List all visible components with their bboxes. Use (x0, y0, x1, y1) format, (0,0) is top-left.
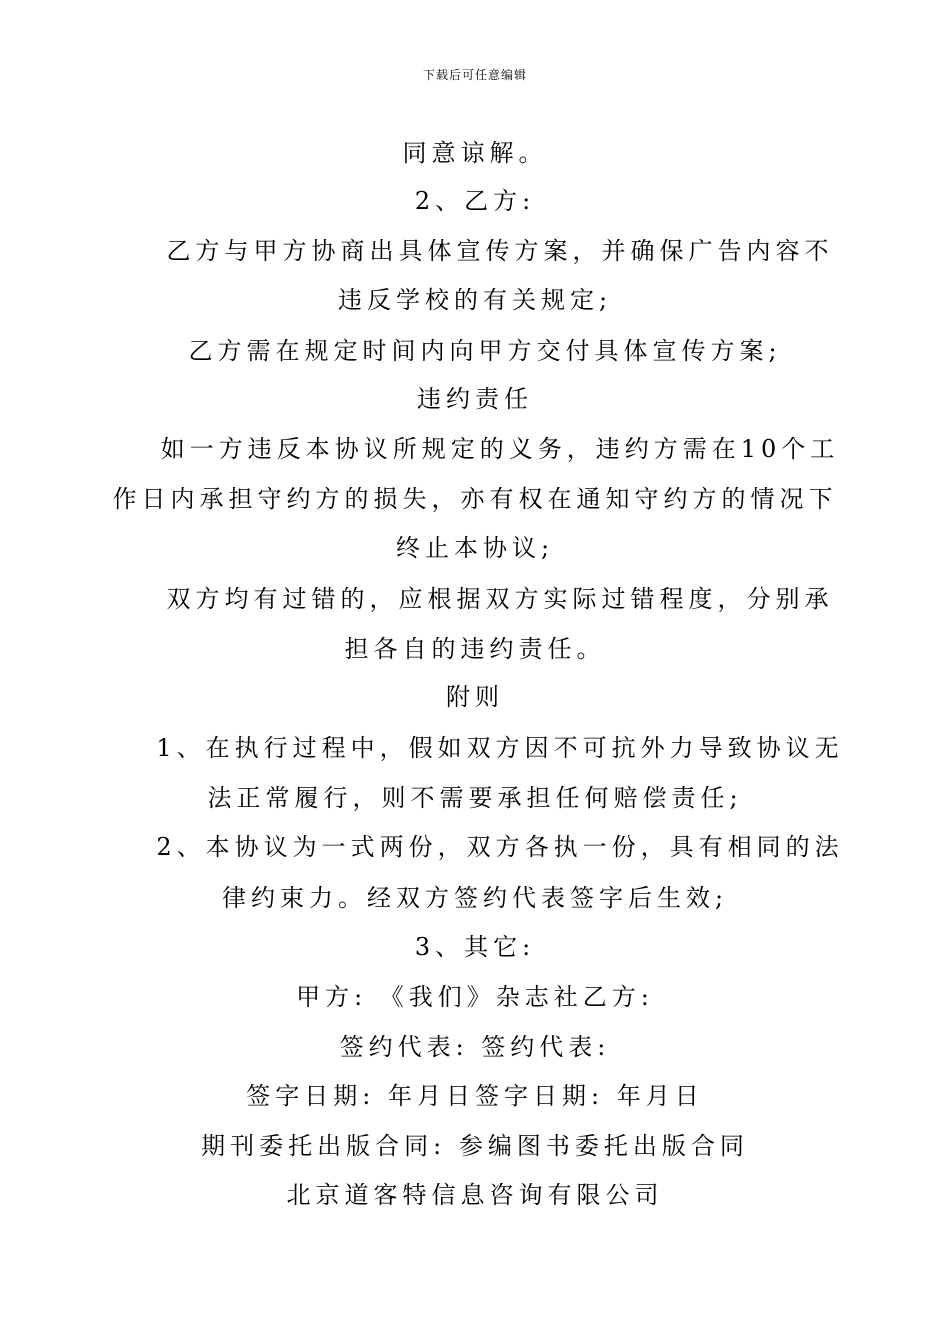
doc-line-11: 担各自的违约责任。 (344, 635, 606, 663)
doc-line-5: 乙方需在规定时间内向甲方交付具体宣传方案; (188, 337, 782, 365)
doc-line-13: 1、在执行过程中，假如双方因不可抗外力导致协议无 (156, 734, 844, 762)
doc-line-7: 如一方违反本协议所规定的义务，违约方需在10个工 (160, 435, 840, 463)
doc-line-4: 违反学校的有关规定; (337, 286, 613, 314)
doc-line-22: 北京道客特信息咨询有限公司 (286, 1181, 664, 1209)
doc-line-19: 签约代表: 签约代表: (339, 1033, 611, 1061)
doc-line-12: 附则 (446, 683, 504, 711)
doc-line-17: 3、其它: (414, 933, 536, 961)
doc-line-15: 2、本协议为一式两份，双方各执一份，具有相同的法 (156, 833, 844, 861)
page-header: 下载后可任意编辑 (422, 68, 527, 82)
doc-line-14: 法正常履行，则不需要承担任何赔偿责任; (207, 784, 743, 812)
doc-line-6: 违约责任 (417, 385, 533, 413)
doc-line-10: 双方均有过错的，应根据双方实际过错程度，分别承 (166, 585, 834, 613)
doc-line-8: 作日内承担守约方的损失，亦有权在通知守约方的情况下 (112, 485, 838, 513)
doc-line-9: 终止本协议; (395, 534, 555, 562)
doc-line-3: 乙方与甲方协商出具体宣传方案，并确保广告内容不 (166, 237, 834, 265)
doc-line-2: 2、乙方: (414, 187, 536, 215)
doc-line-18: 甲方: 《我们》杂志社乙方: (296, 983, 654, 1011)
doc-line-20: 签字日期: 年月日签字日期: 年月日 (246, 1082, 704, 1110)
doc-line-1: 同意谅解。 (402, 139, 548, 167)
doc-line-16: 律约束力。经双方签约代表签字后生效; (221, 884, 729, 912)
doc-line-21: 期刊委托出版合同: 参编图书委托出版合同 (201, 1132, 749, 1160)
